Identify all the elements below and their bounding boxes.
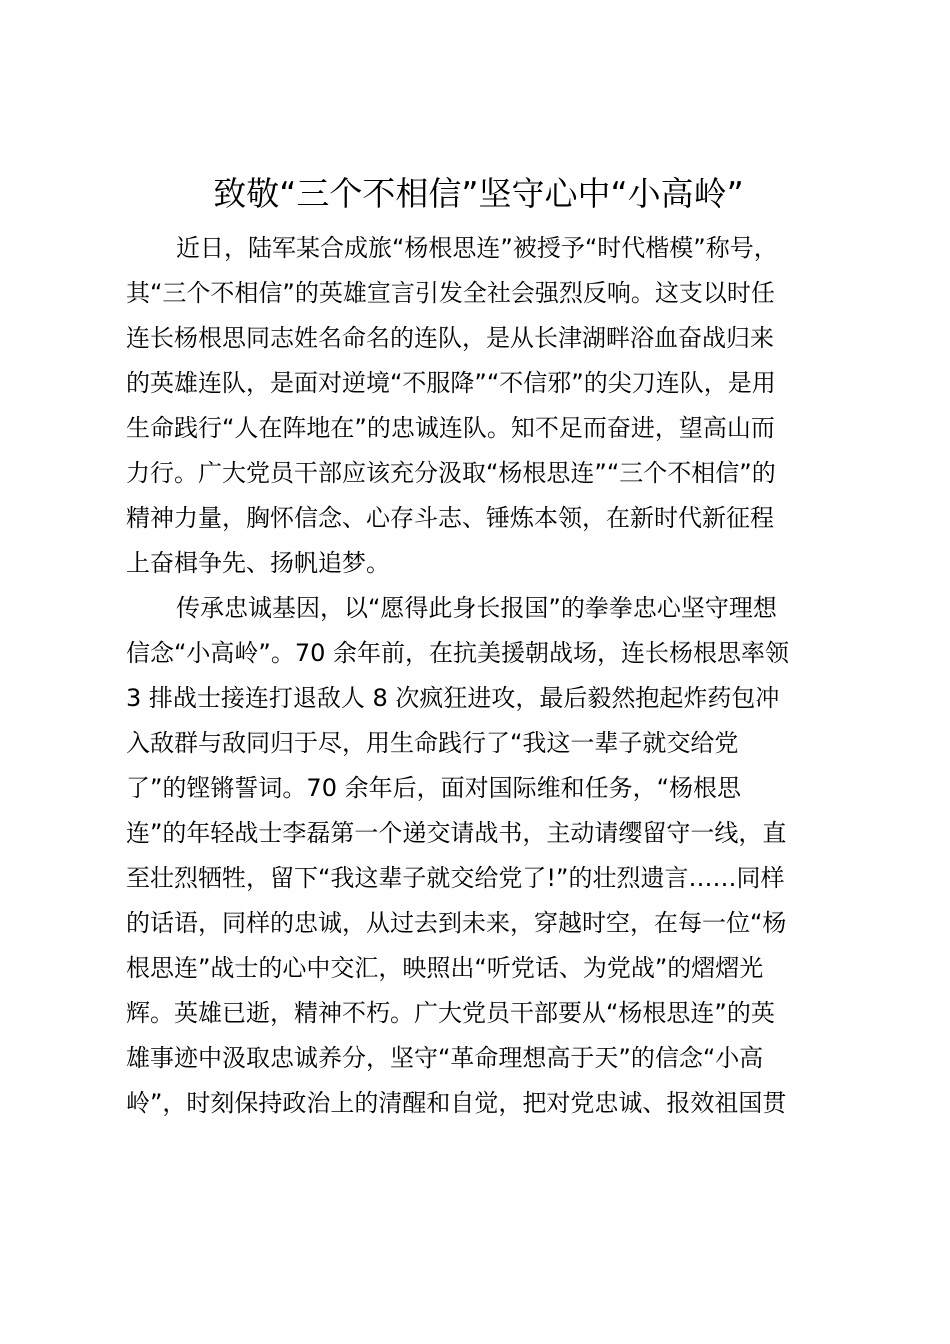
- document-page: [126, 168, 831, 1126]
- paragraph-line: 的话语，同样的忠诚，从过去到未来，穿越时空，在每一位“杨: [126, 909, 787, 937]
- paragraph-line: 连长杨根思同志姓名命名的连队，是从长津湖畔浴血奋战归来: [126, 324, 774, 352]
- paragraph-line: 辉。英雄已逝，精神不朽。广大党员干部要从“杨根思连”的英: [126, 999, 775, 1027]
- paragraph-line: 至壮烈牺牲，留下“我这辈子就交给党了!”的壮烈遗言……同样: [126, 864, 785, 892]
- paragraph-line: 信念“小高岭”。70 余年前，在抗美援朝战场，连长杨根思率领: [126, 639, 790, 667]
- paragraph-line: 3 排战士接连打退敌人 8 次疯狂进攻，最后毅然抱起炸药包冲: [126, 684, 780, 712]
- paragraph-line: 雄事迹中汲取忠诚养分，坚守“革命理想高于天”的信念“小高: [126, 1044, 764, 1072]
- paragraph-line: 上奋楫争先、扬帆追梦。: [126, 549, 390, 577]
- paragraph-line: 力行。广大党员干部应该充分汲取“杨根思连”“三个不相信”的: [126, 459, 776, 487]
- paragraph-line: 连”的年轻战士李磊第一个递交请战书，主动请缨留守一线，直: [126, 819, 787, 847]
- paragraph-1: [126, 226, 831, 586]
- paragraph-line: 传承忠诚基因，以“愿得此身长报国”的拳拳忠心坚守理想: [176, 594, 777, 622]
- paragraph-line: 根思连”战士的心中交汇，映照出“听党话、为党战”的熠熠光: [126, 954, 764, 982]
- paragraph-line: 近日，陆军某合成旅“杨根思连”被授予“时代楷模”称号，: [176, 234, 778, 262]
- article-title: 致敬“三个不相信”坚守心中“小高岭”: [213, 174, 744, 213]
- paragraph-line: 了”的铿锵誓词。70 余年后，面对国际维和任务，“杨根思: [126, 774, 742, 802]
- paragraph-line: 岭”，时刻保持政治上的清醒和自觉，把对党忠诚、报效祖国贯: [126, 1089, 787, 1117]
- paragraph-line: 的英雄连队，是面对逆境“不服降”“不信邪”的尖刀连队，是用: [126, 369, 776, 397]
- paragraph-line: 精神力量，胸怀信念、心存斗志、锤炼本领，在新时代新征程: [126, 504, 774, 532]
- paragraph-line: 入敌群与敌同归于尽，用生命践行了“我这一辈子就交给党: [126, 729, 739, 757]
- paragraph-2: [126, 586, 831, 1126]
- paragraph-line: 其“三个不相信”的英雄宣言引发全社会强烈反响。这支以时任: [126, 279, 775, 307]
- paragraph-line: 生命践行“人在阵地在”的忠诚连队。知不足而奋进，望高山而: [126, 414, 775, 442]
